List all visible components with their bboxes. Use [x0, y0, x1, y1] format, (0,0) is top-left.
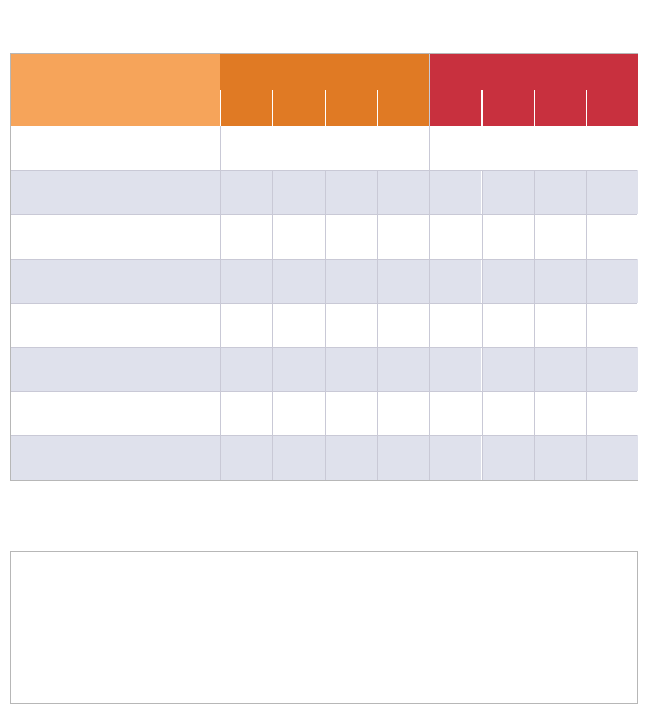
guide-cell — [586, 303, 638, 347]
guide-cell — [586, 435, 638, 479]
guide-cell — [586, 347, 638, 391]
exhibit-name — [11, 126, 220, 170]
exhibit-name — [11, 214, 220, 258]
exhibit-schedule-table — [10, 53, 638, 481]
guide-cell — [586, 391, 638, 435]
guide-cell — [377, 347, 429, 391]
guide-cell — [429, 347, 481, 391]
exhibit-name — [11, 259, 220, 303]
time-header — [220, 90, 272, 126]
guide-cell — [429, 170, 481, 214]
time-header — [534, 90, 586, 126]
exhibit-name — [11, 170, 220, 214]
guide-cell — [377, 303, 429, 347]
guide-cell — [482, 303, 534, 347]
exhibit-header — [11, 54, 220, 126]
guide-cell — [325, 170, 377, 214]
grid-line — [429, 126, 430, 480]
guide-cell — [220, 391, 272, 435]
guide-cell — [586, 259, 638, 303]
grid-line — [377, 170, 378, 479]
time-header — [377, 90, 429, 126]
guide-cell — [220, 347, 272, 391]
guide-cell — [534, 259, 586, 303]
day-header — [429, 54, 638, 90]
exhibit-name — [11, 347, 220, 391]
time-header — [325, 90, 377, 126]
guide-cell — [482, 259, 534, 303]
guide-cell — [272, 170, 324, 214]
guide-cell — [220, 303, 272, 347]
guide-cell — [325, 391, 377, 435]
guide-cell — [482, 391, 534, 435]
guide-cell — [377, 435, 429, 479]
guide-cell — [377, 391, 429, 435]
guide-cell — [377, 259, 429, 303]
guide-cell — [377, 170, 429, 214]
guide-cell — [325, 435, 377, 479]
no-guide-note — [429, 126, 638, 170]
guide-cell — [272, 214, 324, 258]
grid-line — [429, 54, 430, 126]
guide-cell — [429, 435, 481, 479]
grid-line — [482, 170, 483, 479]
exhibit-name — [11, 435, 220, 479]
guide-cell — [429, 303, 481, 347]
grid-line — [220, 126, 221, 480]
grid-line — [586, 170, 587, 479]
guide-cell — [534, 214, 586, 258]
time-header — [586, 90, 638, 126]
guide-cell — [534, 170, 586, 214]
guide-cell — [429, 259, 481, 303]
guide-cell — [534, 347, 586, 391]
guide-cell — [272, 435, 324, 479]
guide-cell — [325, 303, 377, 347]
time-header — [272, 90, 324, 126]
guide-cell — [220, 259, 272, 303]
guide-cell — [220, 170, 272, 214]
hall-schedule-table — [10, 551, 638, 704]
no-guide-note — [220, 126, 429, 170]
exhibit-name — [11, 303, 220, 347]
guide-cell — [534, 435, 586, 479]
guide-cell — [482, 170, 534, 214]
time-header — [482, 90, 534, 126]
grid-line — [272, 170, 273, 479]
guide-cell — [272, 347, 324, 391]
exhibit-name — [11, 391, 220, 435]
guide-cell — [325, 259, 377, 303]
grid-line — [325, 170, 326, 479]
guide-cell — [272, 259, 324, 303]
guide-cell — [429, 214, 481, 258]
guide-cell — [586, 214, 638, 258]
guide-cell — [429, 391, 481, 435]
day-header — [220, 54, 429, 90]
guide-cell — [482, 347, 534, 391]
guide-cell — [325, 347, 377, 391]
guide-cell — [377, 214, 429, 258]
guide-cell — [272, 391, 324, 435]
guide-cell — [325, 214, 377, 258]
guide-cell — [482, 214, 534, 258]
time-header — [429, 90, 481, 126]
guide-cell — [534, 303, 586, 347]
guide-cell — [586, 170, 638, 214]
guide-cell — [482, 435, 534, 479]
guide-cell — [272, 303, 324, 347]
guide-cell — [220, 435, 272, 479]
guide-cell — [220, 214, 272, 258]
guide-cell — [534, 391, 586, 435]
grid-line — [534, 170, 535, 479]
